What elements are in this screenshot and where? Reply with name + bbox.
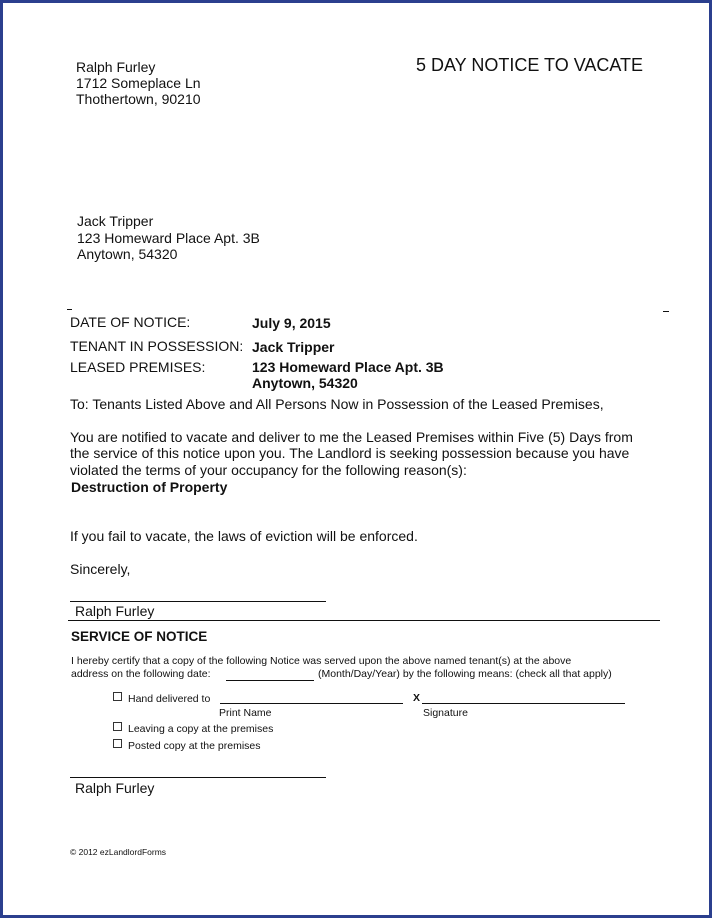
date-value: July 9, 2015 <box>252 315 331 331</box>
option-leaving-copy[interactable] <box>113 722 273 735</box>
reason-text: Destruction of Property <box>71 479 228 495</box>
section-divider <box>68 620 660 621</box>
signature-blank-line <box>422 703 625 704</box>
tenant-label: TENANT IN POSSESSION: <box>70 338 244 354</box>
service-signer-name: Ralph Furley <box>75 780 155 796</box>
recipient-street: 123 Homeward Place Apt. 3B <box>77 230 260 246</box>
signer-name: Ralph Furley <box>75 603 155 619</box>
hand-delivered-label: Hand delivered to <box>128 693 211 705</box>
print-name-caption: Print Name <box>219 707 272 719</box>
warning-text: If you fail to vacate, the laws of eviction will be enforced. <box>70 528 418 544</box>
recipient-city: Anytown, 54320 <box>77 246 178 262</box>
date-label: DATE OF NOTICE: <box>70 314 191 330</box>
signature-line <box>70 601 326 602</box>
notice-para-line3: violated the terms of your occupancy for the following reason(s): <box>70 462 467 478</box>
corner-mark-left <box>67 309 72 310</box>
service-signature-line <box>70 777 326 778</box>
posted-copy-checkbox[interactable] <box>113 739 122 748</box>
document-title: 5 DAY NOTICE TO VACATE <box>416 55 644 75</box>
option-hand-delivered[interactable] <box>113 692 210 705</box>
premises-line2: Anytown, 54320 <box>252 375 358 391</box>
sender-street: 1712 Someplace Ln <box>76 75 201 91</box>
notice-para-line1: You are notified to vacate and deliver to me the Leased Premises within Five (5) Days from <box>70 429 633 445</box>
sender-city: Thothertown, 90210 <box>76 91 201 107</box>
tenant-value: Jack Tripper <box>252 339 335 355</box>
signature-caption: Signature <box>423 707 468 719</box>
service-heading: SERVICE OF NOTICE <box>71 629 208 644</box>
closing-text: Sincerely, <box>70 561 131 577</box>
print-name-line <box>220 703 403 704</box>
premises-label: LEASED PREMISES: <box>70 359 206 375</box>
recipient-name: Jack Tripper <box>77 213 154 229</box>
copyright-text: © 2012 ezLandlordForms <box>70 847 167 857</box>
hand-delivered-checkbox[interactable] <box>113 692 122 701</box>
leaving-copy-checkbox[interactable] <box>113 722 122 731</box>
to-line: To: Tenants Listed Above and All Persons Now in Possession of the Leased Premises, <box>70 396 604 412</box>
sender-name: Ralph Furley <box>76 59 156 75</box>
posted-copy-label: Posted copy at the premises <box>128 740 261 752</box>
x-mark: X <box>413 692 421 704</box>
premises-line1: 123 Homeward Place Apt. 3B <box>252 359 444 375</box>
corner-mark-right <box>663 311 669 312</box>
cert-line2-start: address on the following date: <box>71 668 211 680</box>
date-blank-line <box>226 680 314 681</box>
leaving-copy-label: Leaving a copy at the premises <box>128 723 274 735</box>
notice-para-line2: the service of this notice upon you. The Landlord is seeking possession because you have <box>70 445 630 461</box>
option-posted-copy[interactable] <box>113 739 261 752</box>
cert-line1: I hereby certify that a copy of the following Notice was served upon the above named tenant(s) at the above <box>71 655 572 667</box>
cert-line2-end: (Month/Day/Year) by the following means: (check all that apply) <box>318 668 612 680</box>
